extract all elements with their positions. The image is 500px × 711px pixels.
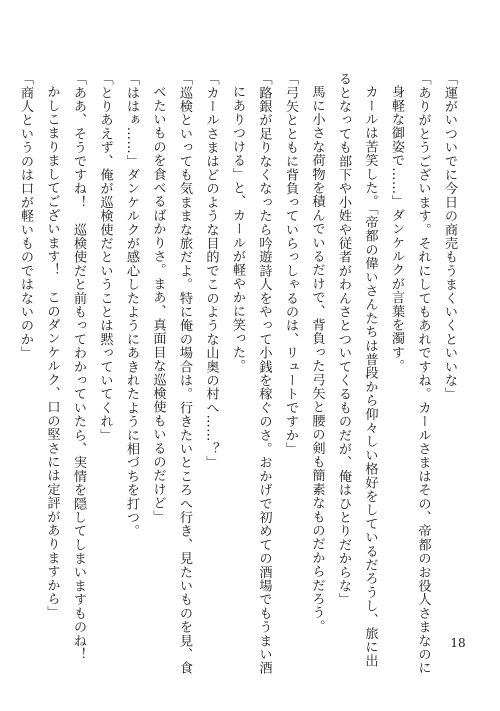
text-line: カールは苦笑した。「帝都の偉いさんたちは普段から仰々しい格好をしているだろうし、旅に出 bbox=[362, 85, 378, 668]
text-line: かしこまりましてございます！ このダンケルク、口の堅さには定評がありますから」 bbox=[44, 85, 60, 620]
text-line: 身軽な御姿で……」ダンケルクが言葉を濁す。 bbox=[389, 85, 404, 373]
text-line: 「ああ、そうですね！ 巡検使だと前もってわかっていたら、実情を隠してしまいますものね！ bbox=[71, 72, 86, 662]
text-line: 「ありがとうございます。それにしてもあれですね。カールさまはその、帝都のお役人さまなのに bbox=[415, 72, 431, 675]
text-line: 「路銀が足りなくなったら吟遊詩人をやって小銭を稼ぐのさ。おかげで初めての酒場でもうまい酒 bbox=[256, 72, 272, 675]
text-line: 「とりあえず、俺が巡検使だということは黙っていてくれ」 bbox=[97, 72, 113, 442]
text-line: 「巡検といっても気ままな旅だよ。特に俺の場合は。行きたいところへ行き、見たいものを見、食 bbox=[177, 72, 192, 675]
text-line: 「カールさまはどのような目的でこのような山奥の村へ……？」 bbox=[203, 72, 219, 470]
text-line: 「運がいついでに今日の商売もうまくいくといいな」 bbox=[442, 72, 457, 401]
text-line: 「商人というのは口が軽いものではないのか」 bbox=[18, 72, 33, 360]
text-line: 「ははぁ……」ダンケルクが感心したようにあきれたように相づちを打つ。 bbox=[124, 72, 139, 538]
page-number: 18 bbox=[450, 636, 466, 650]
text-line: にありつける」と、カールが軽やかに笑った。 bbox=[230, 85, 245, 373]
text-line: 「弓矢とともに背負っていらっしゃるのは、リュートですか」 bbox=[283, 72, 298, 456]
text-line: るとなっても部下や小姓や従者がわんさとついてくるものだが、俺はひとりだからな」 bbox=[336, 72, 351, 607]
text-line: 馬に小さな荷物を積んでいるだけで、背負った弓矢と腰の剣も簡素なものだからだろう。 bbox=[309, 85, 325, 634]
text-line: べたいものを食べるばかりさ。まあ、真面目な巡検使もいるのだけど」 bbox=[150, 85, 166, 524]
